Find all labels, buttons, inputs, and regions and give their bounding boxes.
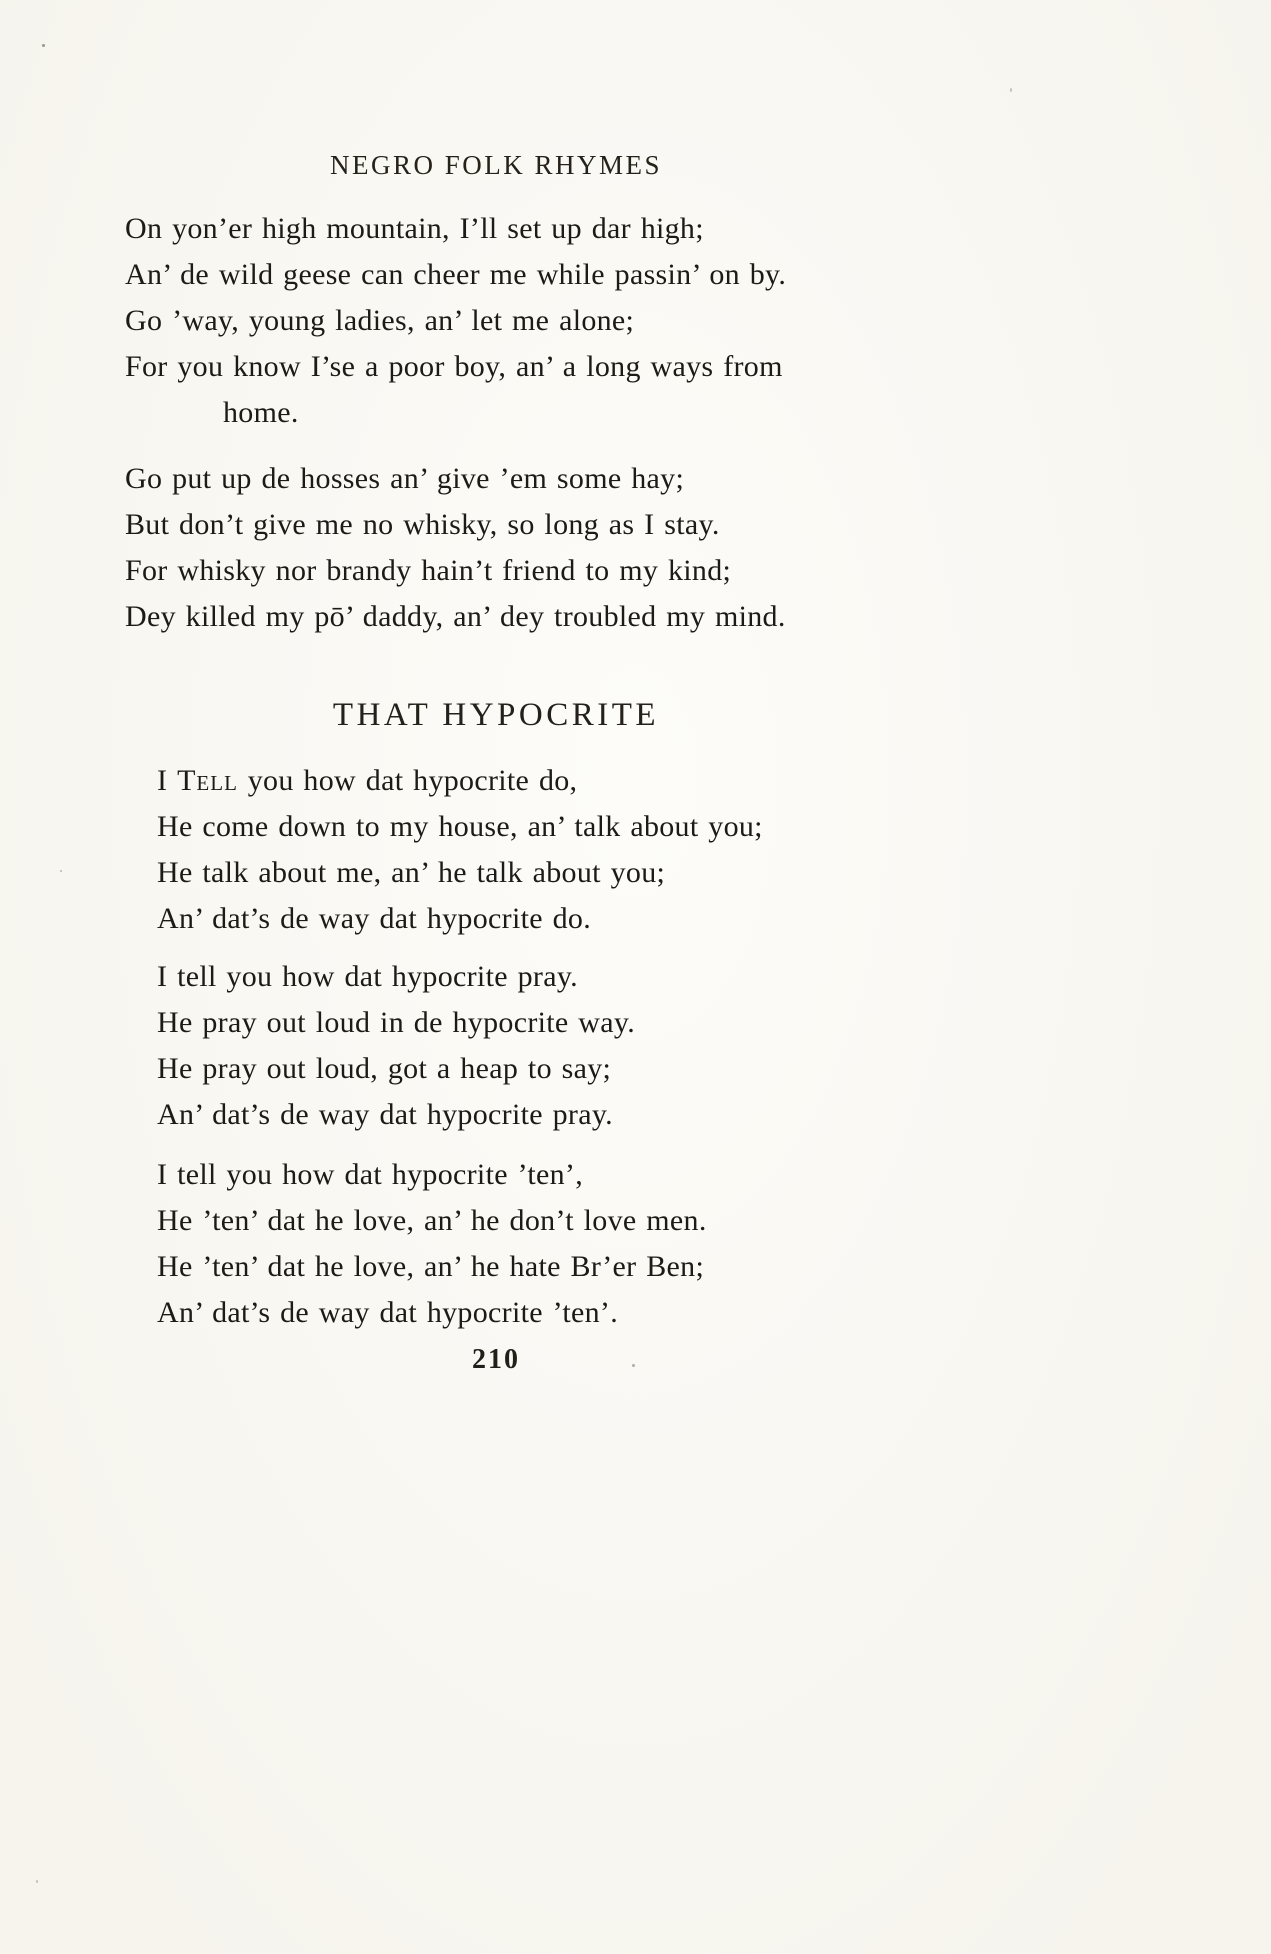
poem-line: For whisky nor brandy hain’t friend to my kind;: [125, 554, 732, 587]
scan-speck: [36, 1880, 38, 1883]
poem-line-opening: [125, 758, 867, 804]
poem-title: THAT HYPOCRITE: [332, 697, 660, 733]
running-header: NEGRO FOLK RHYMES: [329, 150, 663, 180]
poem-line: An’ dat’s de way dat hypocrite ’ten’.: [157, 1296, 619, 1329]
poem-line: An’ de wild geese can cheer me while passin’ on by.: [125, 258, 787, 291]
poem-line: An’ dat’s de way dat hypocrite pray.: [157, 1098, 613, 1131]
scan-speck: [1010, 88, 1012, 92]
page-number: 210: [472, 1344, 520, 1375]
scan-speck: [60, 870, 62, 872]
small-caps-word: Tell: [177, 764, 238, 797]
poem-line: Go ’way, young ladies, an’ let me alone;: [125, 304, 635, 337]
text-block: [125, 148, 867, 1376]
poem-line: On yon’er high mountain, I’ll set up dar high;: [125, 212, 704, 245]
poem-line: He ’ten’ dat he love, an’ he don’t love men.: [157, 1204, 707, 1237]
poem-line: For you know I’se a poor boy, an’ a long ways from: [125, 350, 783, 383]
poem-line: He come down to my house, an’ talk about you;: [157, 810, 763, 843]
poem-line: He pray out loud, got a heap to say;: [157, 1052, 612, 1085]
poem-line: He pray out loud in de hypocrite way.: [157, 1006, 636, 1039]
scan-speck: [42, 44, 45, 47]
poem-line-runover: home.: [223, 396, 299, 429]
poem-line: I tell you how dat hypocrite ’ten’,: [157, 1158, 584, 1191]
poem-stanza-1: [125, 758, 867, 942]
poem-line: An’ dat’s de way dat hypocrite do.: [157, 902, 592, 935]
opening-word: I: [157, 764, 168, 797]
poem-line: Go put up de hosses an’ give ’em some hay;: [125, 462, 685, 495]
stanza-continuation-2: [125, 456, 867, 640]
stanza-continuation-1: [125, 206, 867, 436]
poem-stanza-2: [125, 954, 867, 1138]
poem-line: I tell you how dat hypocrite pray.: [157, 960, 578, 993]
poem-line: Dey killed my pō’ daddy, an’ dey troubled my mind.: [125, 600, 786, 633]
poem-line: But don’t give me no whisky, so long as I stay.: [125, 508, 720, 541]
poem-line: He talk about me, an’ he talk about you;: [157, 856, 666, 889]
poem-stanza-3: [125, 1152, 867, 1336]
poem-line: He ’ten’ dat he love, an’ he hate Br’er Ben;: [157, 1250, 705, 1283]
opening-rest: you how dat hypocrite do,: [247, 764, 578, 797]
